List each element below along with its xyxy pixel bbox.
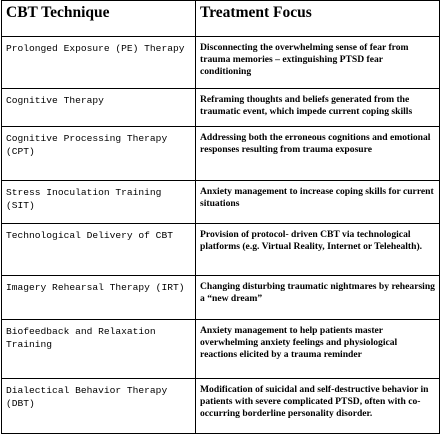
table-row: [2, 127, 440, 181]
technique-cell: Cognitive Processing Therapy (CPT): [2, 127, 196, 181]
cbt-techniques-table: [1, 0, 440, 434]
table-row: [2, 181, 440, 224]
table-row: [2, 320, 440, 379]
table-row: [2, 379, 440, 434]
focus-cell: Reframing thoughts and beliefs generated from the traumatic event, which impede current coping skills: [196, 89, 440, 127]
technique-cell: Stress Inoculation Training (SIT): [2, 181, 196, 224]
focus-cell: Provision of protocol- driven CBT via technological platforms (e.g. Virtual Reality, Internet or Telehealth).: [196, 224, 440, 276]
cbt-table-container: [1, 0, 439, 434]
technique-cell: Biofeedback and Relaxation Training: [2, 320, 196, 379]
focus-cell: Anxiety management to increase coping skills for current situations: [196, 181, 440, 224]
focus-cell: Disconnecting the overwhelming sense of fear from trauma memories – extinguishing PTSD fear conditioning: [196, 37, 440, 89]
focus-cell: Addressing both the erroneous cognitions and emotional responses resulting from trauma exposure: [196, 127, 440, 181]
table-row: [2, 37, 440, 89]
technique-cell: Imagery Rehearsal Therapy (IRT): [2, 276, 196, 320]
technique-cell: Cognitive Therapy: [2, 89, 196, 127]
focus-cell: Anxiety management to help patients master overwhelming anxiety feelings and physiological reactions elicited by a trauma reminder: [196, 320, 440, 379]
technique-cell: Dialectical Behavior Therapy (DBT): [2, 379, 196, 434]
table-header-row: [2, 1, 440, 37]
technique-cell: Technological Delivery of CBT: [2, 224, 196, 276]
focus-cell: Modification of suicidal and self-destructive behavior in patients with severe complicated PTSD, often with co-occurring borderline personality disorder.: [196, 379, 440, 434]
table-row: [2, 224, 440, 276]
header-treatment-focus: Treatment Focus: [196, 1, 440, 37]
table-row: [2, 89, 440, 127]
technique-cell: Prolonged Exposure (PE) Therapy: [2, 37, 196, 89]
table-row: [2, 276, 440, 320]
focus-cell: Changing disturbing traumatic nightmares by rehearsing a “new dream”: [196, 276, 440, 320]
header-technique: CBT Technique: [2, 1, 196, 37]
